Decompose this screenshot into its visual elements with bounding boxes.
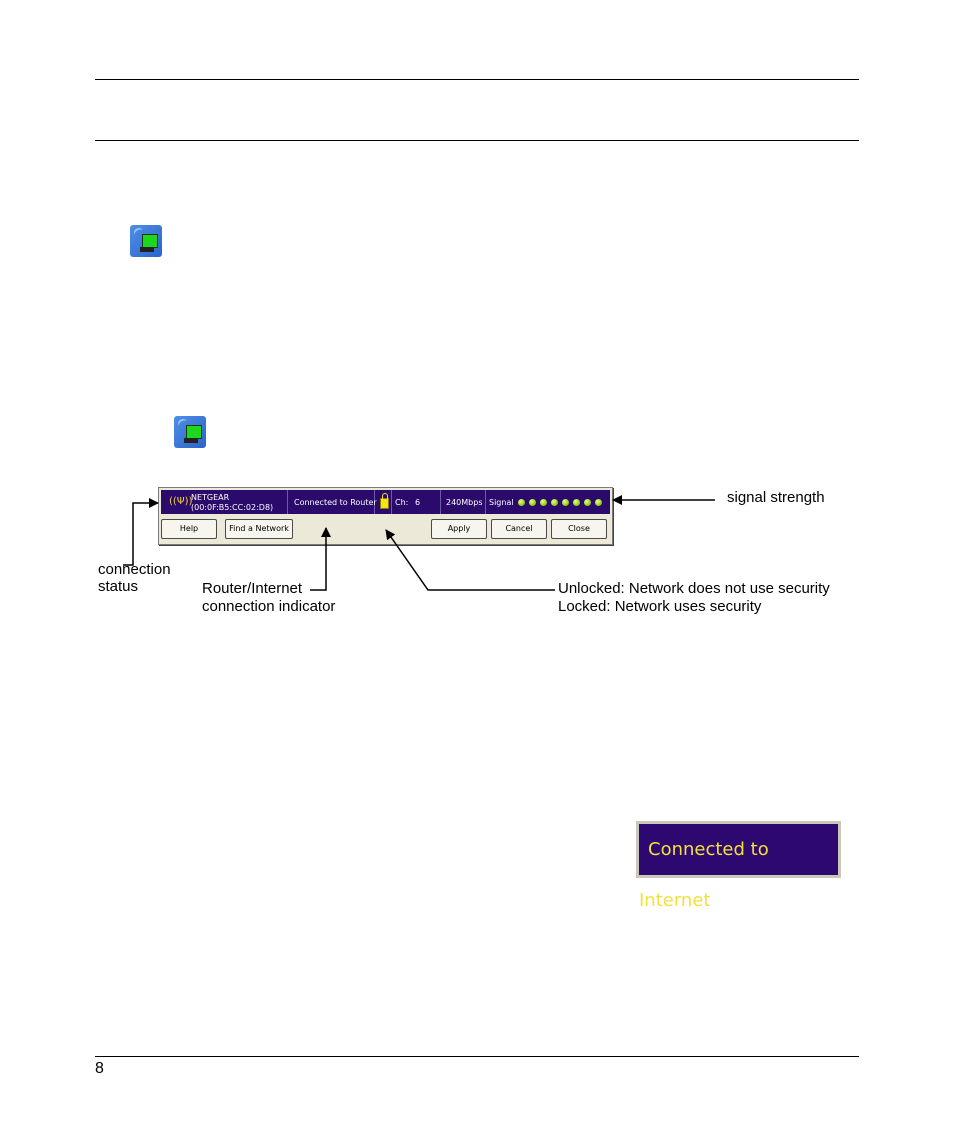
connected-to-internet-badge <box>636 821 841 911</box>
connection-indicator: Connected to Router <box>294 498 377 507</box>
lock-arrow <box>386 530 555 590</box>
network-name: NETGEAR <box>191 493 230 502</box>
router-indicator-arrow <box>310 528 326 590</box>
connection-status-arrow <box>123 503 158 565</box>
help-button[interactable]: Help <box>161 519 217 539</box>
signal-strength-label: signal strength <box>727 489 825 506</box>
connection-status-label-2: status <box>98 578 139 595</box>
apply-button[interactable]: Apply <box>431 519 487 539</box>
close-button[interactable]: Close <box>551 519 607 539</box>
rate-value: 240Mbps <box>446 498 483 507</box>
antenna-icon: ((Ψ)) <box>169 496 193 507</box>
signal-label: Signal <box>489 498 514 507</box>
footer-rule <box>95 1056 859 1057</box>
cancel-button[interactable]: Cancel <box>491 519 547 539</box>
find-network-button[interactable]: Find a Network <box>225 519 293 539</box>
lock-label-1: Unlocked: Network does not use security <box>558 580 830 597</box>
page-number: 8 <box>95 1060 104 1077</box>
lock-label-2: Locked: Network uses security <box>558 598 762 615</box>
router-indicator-label-1: Router/Internet <box>202 580 303 597</box>
router-indicator-label-2: connection indicator <box>202 598 336 615</box>
badge-text: Connected to Internet <box>639 824 838 875</box>
network-mac: (00:0F:B5:CC:02:D8) <box>191 503 274 512</box>
channel-label: Ch: <box>395 498 409 507</box>
channel-value: 6 <box>415 498 421 507</box>
connection-status-label-1: connection <box>98 561 171 578</box>
